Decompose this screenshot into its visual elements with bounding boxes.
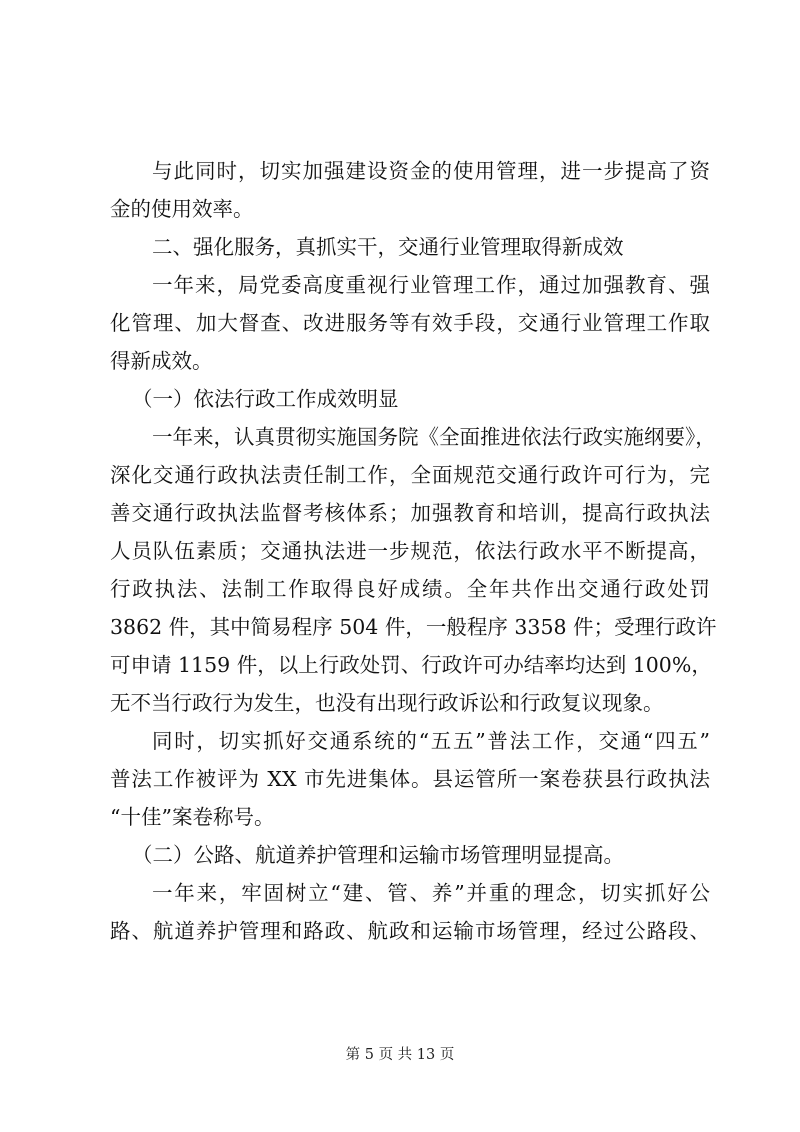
text-line: 普法工作被评为 XX 市先进集体。县运管所一案卷获县行政执法: [110, 767, 710, 791]
text-line: 深化交通行政执法责任制工作，全面规范交通行政许可行为，完: [110, 463, 710, 487]
text-line: 得新成效。: [110, 349, 213, 373]
text-line: 3862 件，其中简易程序 504 件，一般程序 3358 件；受理行政许: [110, 615, 717, 639]
text-line: 化管理、加大督查、改进服务等有效手段，交通行业管理工作取: [110, 311, 710, 335]
text-line: 可申请 1159 件，以上行政处罚、行政许可办结率均达到 100%，: [110, 653, 712, 677]
text-line: 同时，切实抓好交通系统的“五五”普法工作，交通“四五”: [152, 729, 710, 753]
text-line: 一年来，认真贯彻实施国务院《全面推进依法行政实施纲要》，: [152, 425, 716, 449]
subsection-heading: （一）依法行政工作成效明显: [132, 387, 399, 411]
section-heading: 二、强化服务，真抓实干，交通行业管理取得新成效: [152, 235, 624, 259]
text-line: 人员队伍素质；交通执法进一步规范，依法行政水平不断提高，: [110, 539, 710, 563]
page-number-footer: 第 5 页 共 13 页: [345, 1047, 455, 1063]
text-line: 与此同时，切实加强建设资金的使用管理，进一步提高了资: [152, 159, 710, 183]
text-line: 善交通行政执法监督考核体系；加强教育和培训，提高行政执法: [110, 501, 710, 525]
subsection-heading: （二）公路、航道养护管理和运输市场管理明显提高。: [132, 843, 624, 867]
text-line: 一年来，牢固树立“建、管、养”并重的理念，切实抓好公: [152, 881, 710, 905]
text-line: 金的使用效率。: [110, 197, 254, 221]
text-line: 路、航道养护管理和路政、航政和运输市场管理，经过公路段、: [110, 919, 710, 943]
text-line: 行政执法、法制工作取得良好成绩。全年共作出交通行政处罚: [110, 577, 710, 601]
document-body: [110, 152, 717, 950]
text-line: 无不当行政行为发生，也没有出现行政诉讼和行政复议现象。: [110, 691, 664, 715]
text-line: 一年来，局党委高度重视行业管理工作，通过加强教育、强: [152, 273, 710, 297]
text-line: “十佳”案卷称号。: [110, 805, 275, 829]
